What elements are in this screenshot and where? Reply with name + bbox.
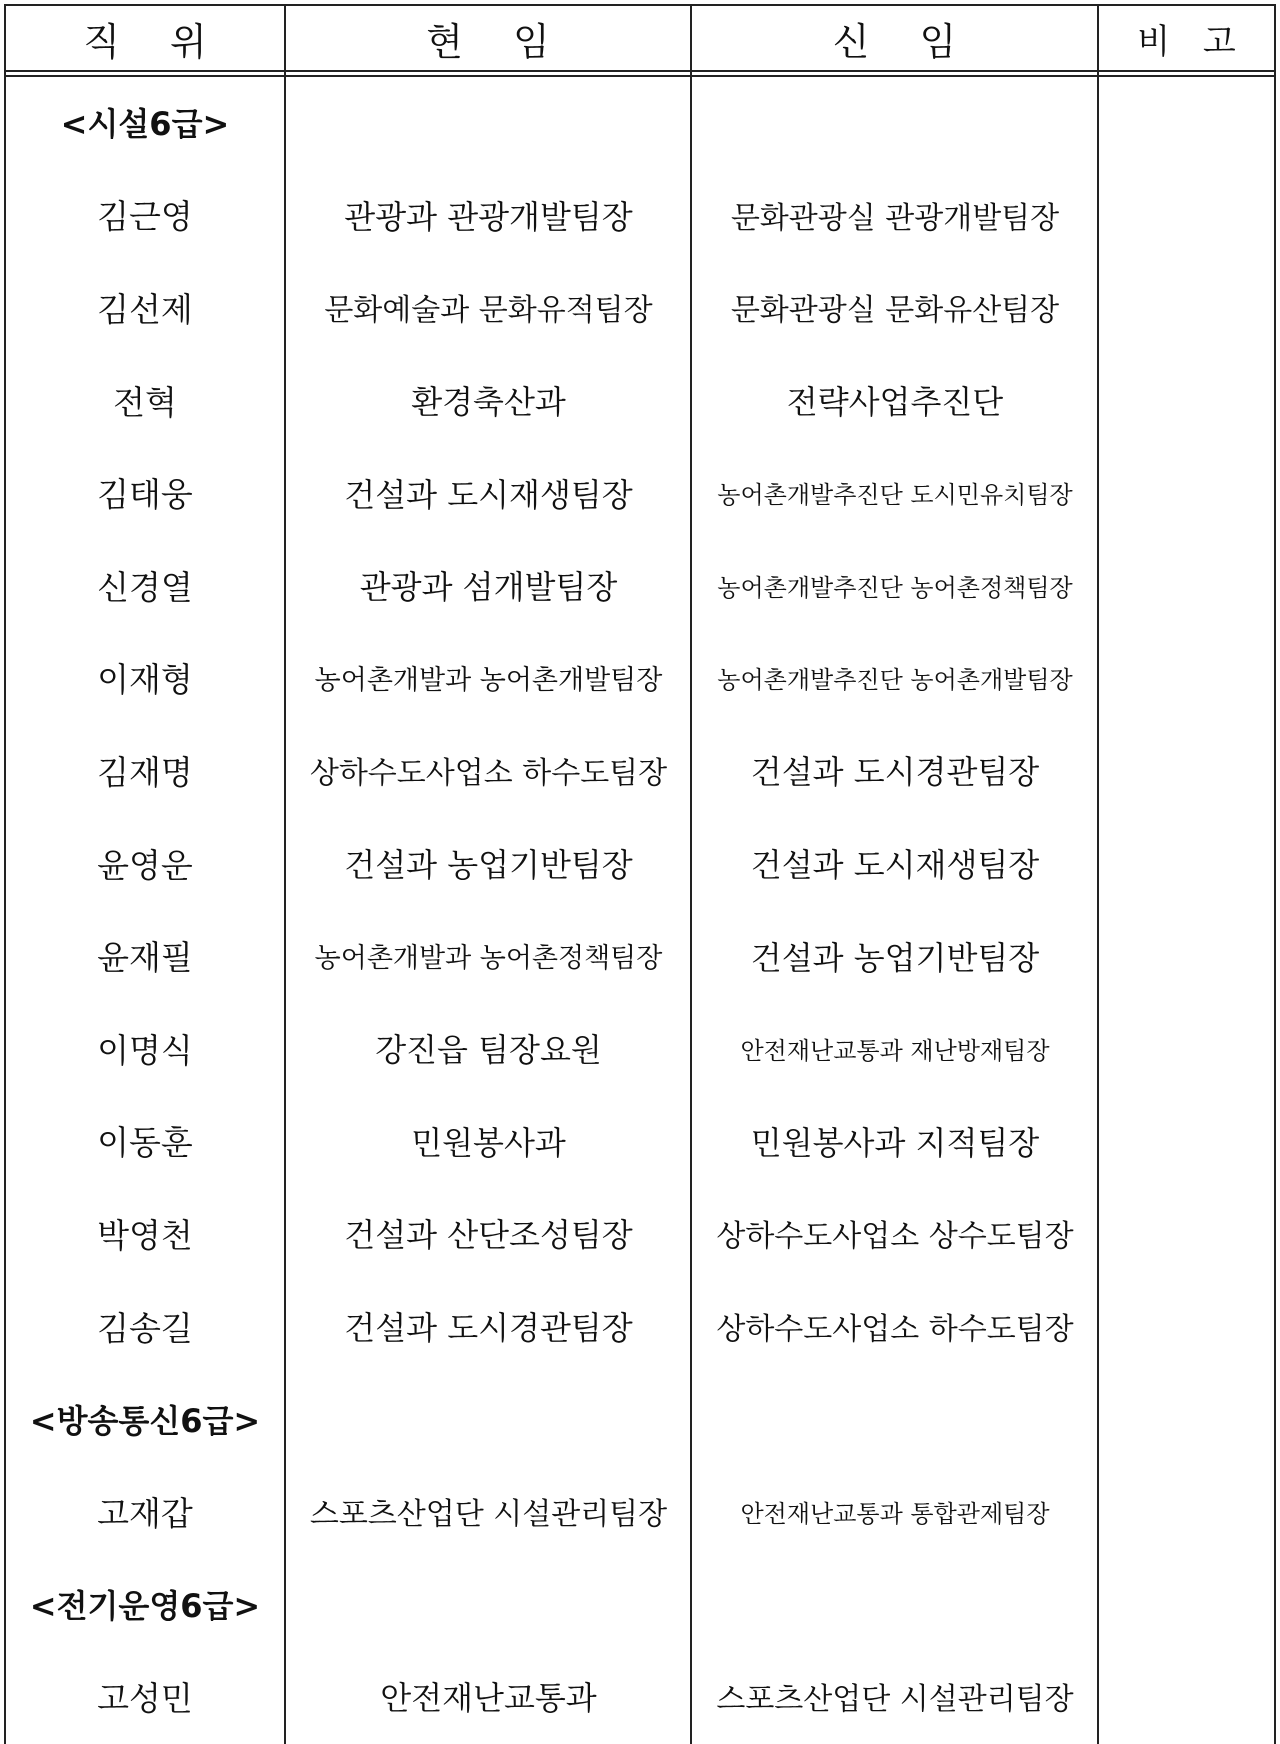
table-row (0, 1095, 1280, 1188)
new-position: 문화관광실 관광개발팀장 (730, 200, 1060, 236)
note-cell (1100, 1372, 1275, 1465)
person-name: 김선제 (97, 289, 193, 329)
person-name: 이명식 (97, 1030, 193, 1070)
table-body (0, 76, 1280, 1743)
person-name: 전혁 (113, 382, 177, 422)
note-cell (1100, 261, 1275, 354)
current-position: 강진읍 팀장요원 (375, 1031, 602, 1070)
table-row (0, 909, 1280, 1002)
table-row (0, 1187, 1280, 1280)
table-row (0, 169, 1280, 262)
new-position: 문화관광실 문화유산팀장 (730, 293, 1060, 329)
current-position: 민원봉사과 (411, 1123, 566, 1162)
table-row (0, 354, 1280, 447)
section-label: <방송통신6급> (29, 1401, 261, 1440)
section-row (0, 1372, 1280, 1465)
person-name: 박영천 (97, 1215, 193, 1255)
person-name: 이재형 (97, 660, 193, 700)
person-name: 김태웅 (97, 475, 193, 515)
current-position: 건설과 산단조성팀장 (344, 1216, 633, 1255)
person-name: 신경열 (97, 567, 193, 607)
table-row (0, 632, 1280, 725)
note-cell (1100, 539, 1275, 632)
header-current (286, 4, 690, 72)
section-row (0, 1558, 1280, 1651)
person-name: 김송길 (97, 1308, 193, 1348)
table-row (0, 1650, 1280, 1743)
table-row (0, 1280, 1280, 1373)
note-cell (1100, 724, 1275, 817)
new-position: 건설과 도시재생팀장 (750, 846, 1040, 885)
current-position: 건설과 도시재생팀장 (344, 475, 633, 514)
new-position: 스포츠산업단 시설관리팀장 (716, 1682, 1074, 1718)
note-cell (1100, 1002, 1275, 1095)
new-position: 농어촌개발추진단 도시민유치팀장 (717, 481, 1073, 510)
person-name: 고성민 (97, 1678, 193, 1718)
current-position: 건설과 도시경관팀장 (344, 1309, 633, 1348)
new-position: 안전재난교통과 재난방재팀장 (740, 1036, 1050, 1065)
new-position: 농어촌개발추진단 농어촌개발팀장 (717, 666, 1073, 695)
current-position: 문화예술과 문화유적팀장 (324, 293, 653, 329)
note-cell (1100, 1187, 1275, 1280)
current-position: 상하수도사업소 하수도팀장 (309, 756, 668, 792)
note-cell (1100, 169, 1275, 262)
section-label: <시설6급> (60, 105, 230, 144)
header-new (692, 4, 1097, 72)
section-label: <전기운영6급> (29, 1586, 261, 1625)
new-position: 건설과 농업기반팀장 (750, 938, 1040, 977)
current-position: 농어촌개발과 농어촌정책팀장 (314, 943, 663, 975)
note-cell (1100, 1650, 1275, 1743)
person-name: 김근영 (97, 197, 193, 237)
note-cell (1100, 1465, 1275, 1558)
current-position: 건설과 농업기반팀장 (344, 846, 633, 885)
header-new-label: 신 임 (832, 19, 957, 64)
header-position (6, 4, 284, 72)
new-position: 상하수도사업소 상수도팀장 (716, 1219, 1074, 1255)
current-position: 농어촌개발과 농어촌개발팀장 (314, 665, 663, 697)
new-position: 상하수도사업소 하수도팀장 (716, 1312, 1074, 1348)
header-position-label: 직 위 (83, 19, 207, 64)
note-cell (1100, 1095, 1275, 1188)
header-current-label: 현 임 (426, 19, 550, 64)
person-name: 김재명 (97, 752, 193, 792)
header-note (1099, 4, 1274, 72)
note-cell (1100, 1280, 1275, 1373)
table-row (0, 724, 1280, 817)
table-row (0, 446, 1280, 539)
current-position: 안전재난교통과 (380, 1679, 597, 1718)
note-cell (1100, 354, 1275, 447)
section-row (0, 76, 1280, 169)
table-row (0, 261, 1280, 354)
table-row (0, 817, 1280, 910)
new-position: 농어촌개발추진단 농어촌정책팀장 (717, 573, 1073, 602)
new-position: 민원봉사과 지적팀장 (750, 1123, 1040, 1162)
table-row (0, 1465, 1280, 1558)
note-cell (1100, 817, 1275, 910)
new-position: 안전재난교통과 통합관제팀장 (740, 1499, 1050, 1528)
header-note-label: 비 고 (1137, 21, 1236, 62)
table-row (0, 539, 1280, 632)
new-position: 전략사업추진단 (786, 383, 1004, 422)
current-position: 관광과 섬개발팀장 (359, 568, 618, 607)
note-cell (1100, 909, 1275, 1002)
table-row (0, 1002, 1280, 1095)
person-name: 고재갑 (97, 1493, 193, 1533)
new-position: 건설과 도시경관팀장 (750, 753, 1040, 792)
note-cell (1100, 446, 1275, 539)
note-cell (1100, 632, 1275, 725)
note-cell (1100, 76, 1275, 169)
person-name: 이동훈 (97, 1123, 193, 1163)
current-position: 관광과 관광개발팀장 (344, 197, 633, 236)
person-name: 윤재필 (97, 938, 193, 978)
person-name: 윤영운 (97, 845, 193, 885)
note-cell (1100, 1558, 1275, 1651)
current-position: 스포츠산업단 시설관리팀장 (309, 1497, 668, 1533)
current-position: 환경축산과 (411, 383, 566, 422)
